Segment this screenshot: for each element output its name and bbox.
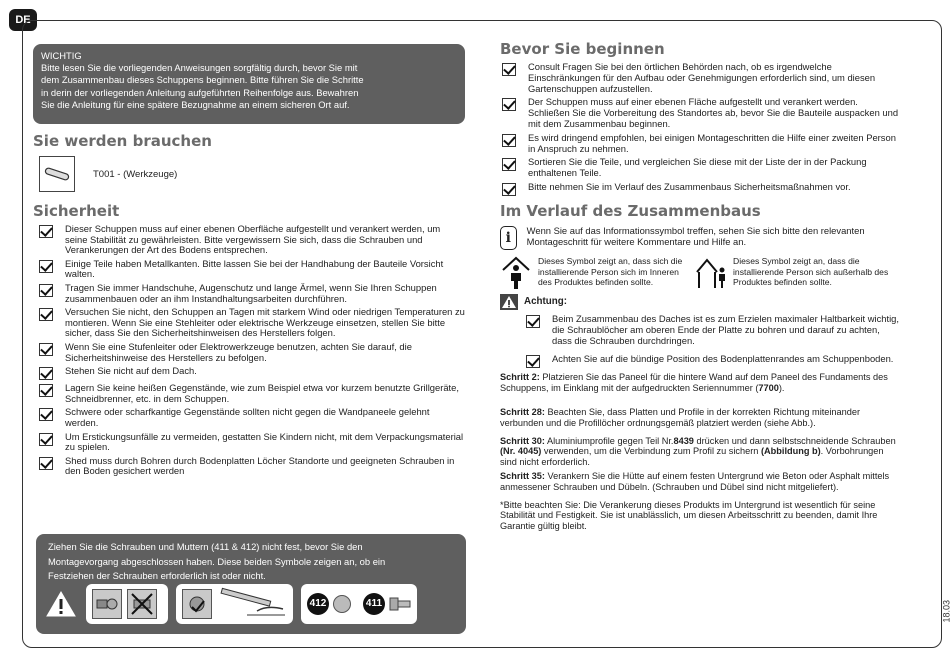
checkbox-icon — [502, 63, 516, 76]
step-30: Schritt 30: Aluminiumprofile gegen Teil Nr.8439 drücken und dann selbstschneidende Schrauben (Nr. 4045) verwenden, um die Verbindung zum Profil zu sichern (Abbildung b). Vorbohrungen sind nicht erforderlich. — [500, 435, 896, 467]
checkbox-icon — [39, 343, 53, 356]
tighten-icons — [176, 584, 293, 624]
before-list — [500, 62, 900, 196]
tool-icon — [39, 156, 75, 192]
loose-icons — [86, 584, 168, 624]
step-2: Schritt 2: Platzieren Sie das Paneel für die hintere Wand auf dem Paneel des Fundaments des Schuppens, im Einklang mit der aufgedruckten Seriennummer (7700). — [500, 372, 888, 393]
person-symbols — [500, 256, 900, 290]
part-412-badge: 412 — [307, 593, 329, 615]
tightening-line: Festziehen der Schrauben erforderlich ist oder nicht. — [48, 570, 266, 581]
checkbox-icon — [39, 260, 53, 273]
important-line: in derin der vorliegenden Anleitung aufgeführten Reihenfolge aus. Bewahren — [41, 86, 359, 98]
list-item: Um Erstickungsunfälle zu vermeiden, gestatten Sie Kindern nicht, mit dem Verpackungsmaterial zu spielen. — [33, 432, 465, 453]
list-item: Dieser Schuppen muss auf einer ebenen Oberfläche aufgestellt und verankert werden, um seine Stabilität zu gewährleisten. Bitte vergewissern Sie sich, dass die Schrauben und Verankerungen der Art des Bodens entsprechen. — [33, 224, 465, 256]
nut-icon — [92, 589, 122, 619]
person-inside-icon — [500, 256, 532, 290]
checkbox-icon — [39, 457, 53, 470]
checkbox-icon — [502, 183, 516, 196]
important-box — [33, 44, 465, 124]
info-row — [500, 226, 900, 250]
important-title: WICHTIG — [41, 50, 82, 61]
tightening-icons — [46, 584, 425, 624]
list-item: Sortieren Sie die Teile, und vergleichen Sie diese mit der Liste der in der Packung enthaltenen Teile. — [500, 157, 900, 179]
right-column — [500, 40, 900, 531]
part-411-badge: 411 — [363, 593, 385, 615]
list-item: Wenn Sie eine Stufenleiter oder Elektrowerkzeuge benutzen, achten Sie darauf, die Sicherheitshinweise des Herstellers zu befolgen. — [33, 342, 465, 363]
checkbox-icon — [39, 408, 53, 421]
bolt-icon — [182, 589, 212, 619]
warning-icon — [500, 294, 518, 310]
safety-heading: Sicherheit — [33, 202, 120, 220]
checkbox-icon — [39, 433, 53, 446]
list-item: Tragen Sie immer Handschuhe, Augenschutz und lange Ärmel, wenn Sie Ihren Schuppen zusammenbauen oder an ihm Instandhaltungsarbeiten durchführen. — [33, 283, 465, 304]
need-heading: Sie werden brauchen — [33, 132, 212, 150]
checkbox-icon — [502, 158, 516, 171]
list-item: Es wird dringend empfohlen, bei einigen Montageschritten die Hilfe einer zweiten Person in Anspruch zu nehmen. — [500, 133, 900, 155]
part-number-icons — [301, 584, 417, 624]
checkbox-icon — [39, 384, 53, 397]
checkbox-icon — [502, 98, 516, 111]
person-outside-icon — [695, 256, 727, 290]
checkbox-icon — [39, 284, 53, 297]
checkbox-icon — [39, 308, 53, 321]
important-line: dem Zusammenbau dieses Schuppens beginnen. Bitte führen Sie die Schritte — [41, 74, 364, 86]
tool-row — [39, 156, 465, 192]
achtung-list — [524, 314, 900, 368]
step-35: Schritt 35: Verankern Sie die Hütte auf einem festen Untergrund wie Beton oder Asphalt mittels anmessener Schrauben und Dübeln. (Schrauben und Dübel sind nicht mitgeliefert). — [500, 471, 890, 492]
list-item: Stehen Sie nicht auf dem Dach. — [33, 366, 465, 380]
person-inside: Dieses Symbol zeigt an, dass sich die installierende Person sich im Inneren des Produktes befinden sollte. — [500, 256, 695, 290]
anchoring-note: *Bitte beachten Sie: Die Verankerung dieses Produkts im Untergrund ist wesentlich für seine Stabilität und Festigkeit. Sie ist unablässlich, um diesen Arbeitsschritt zu beenden, damit Ihre Garantie gültig bleibt. — [500, 500, 878, 531]
list-item: Bitte nehmen Sie im Verlauf des Zusammenbaus Sicherheitsmaßnahmen vor. — [500, 182, 900, 196]
no-tool-icon — [127, 589, 157, 619]
achtung-label: Achtung: — [524, 296, 567, 308]
achtung-row — [500, 294, 900, 310]
tightening-line: Montagevorgang abgeschlossen haben. Diese beiden Symbole zeigen an, ob ein — [48, 555, 386, 567]
step-28: Schritt 28: Beachten Sie, dass Platten und Profile in der korrekten Richtung miteinander verbunden und die Profillöcher ordnungsgemäß platziert werden (siehe Abb.). — [500, 407, 861, 428]
nut-part-icon — [333, 595, 351, 613]
important-line: Sie die Anleitung für eine spätere Bezugnahme an einem sicheren Ort auf. — [41, 98, 350, 110]
screwdriver-icon — [217, 589, 287, 619]
list-item: Beim Zusammenbau des Daches ist es zum Erzielen maximaler Haltbarkeit wichtig, die Schraublöcher am oberen Ende der Platte zu bohren und darauf zu achten, dass die Schrauben durchdringen. — [524, 314, 900, 346]
bolt-part-icon — [389, 596, 411, 612]
list-item: Lagern Sie keine heißen Gegenstände, wie zum Beispiel etwa vor kurzem benutzte Grillgeräte, Schneidbrenner, etc. in dem Schuppen. — [33, 383, 465, 404]
list-item: Der Schuppen muss auf einer ebenen Fläche aufgestellt und verankert werden. Schließen Sie die Vorbereitung des Standortes ab, bevor Sie die Bauteile auspacken und mit dem Zusammenbau beginnen. — [500, 97, 900, 129]
safety-list — [33, 224, 465, 477]
list-item: Einige Teile haben Metallkanten. Bitte lassen Sie bei der Handhabung der Bauteile Vorsicht walten. — [33, 259, 465, 280]
person-outside: Dieses Symbol zeigt an, dass die installierende Person sich außerhalb des Produktes befinden sollte. — [695, 256, 890, 290]
language-badge: DE — [9, 9, 37, 31]
checkbox-icon — [502, 134, 516, 147]
version-label: 18.03 — [942, 600, 952, 623]
checkbox-icon — [39, 367, 53, 380]
important-line: Bitte lesen Sie die vorliegenden Anweisungen sorgfältig durch, bevor Sie mit — [41, 62, 358, 74]
checkbox-icon — [526, 355, 540, 368]
during-heading: Im Verlauf des Zusammenbaus — [500, 201, 761, 220]
tightening-box — [36, 534, 466, 634]
info-text: Wenn Sie auf das Informationssymbol treffen, sehen Sie sich bitte den relevanten Montageschritt für weitere Kommentare und Hilfe an. — [526, 224, 865, 247]
list-item: Consult Fragen Sie bei den örtlichen Behörden nach, ob es irgendwelche Einschränkungen für den Aufbau oder Genehmigungen erforderlich sind, um diesen Gartenschuppen aufzustellen. — [500, 62, 900, 94]
left-column — [33, 44, 465, 480]
list-item: Achten Sie auf die bündige Position des Bodenplattenrandes am Schuppenboden. — [524, 354, 900, 368]
checkbox-icon — [526, 315, 540, 328]
info-icon: i — [500, 226, 517, 250]
list-item: Versuchen Sie nicht, den Schuppen an Tagen mit starkem Wind oder niedrigen Temperaturen zu montieren. Wenn Sie eine Stehleiter oder elektrische Werkzeuge einsetzen, stellen Sie bitte sicher, dass Sie den Sicherheitshinweisen des Herstellers folgen. — [33, 307, 465, 339]
tool-label: T001 - (Werkzeuge) — [93, 168, 178, 180]
list-item: Shed muss durch Bohren durch Bodenplatten Löcher Standorte und geeigneten Schrauben in den Boden gesichert werden — [33, 456, 465, 477]
tightening-line: Ziehen Sie die Schrauben und Muttern (411 & 412) nicht fest, bevor Sie den — [48, 541, 363, 552]
before-heading: Bevor Sie beginnen — [500, 40, 665, 58]
list-item: Schwere oder scharfkantige Gegenstände sollten nicht gegen die Wandpaneele gelehnt werden. — [33, 407, 465, 428]
warning-icon — [46, 590, 76, 618]
checkbox-icon — [39, 225, 53, 238]
